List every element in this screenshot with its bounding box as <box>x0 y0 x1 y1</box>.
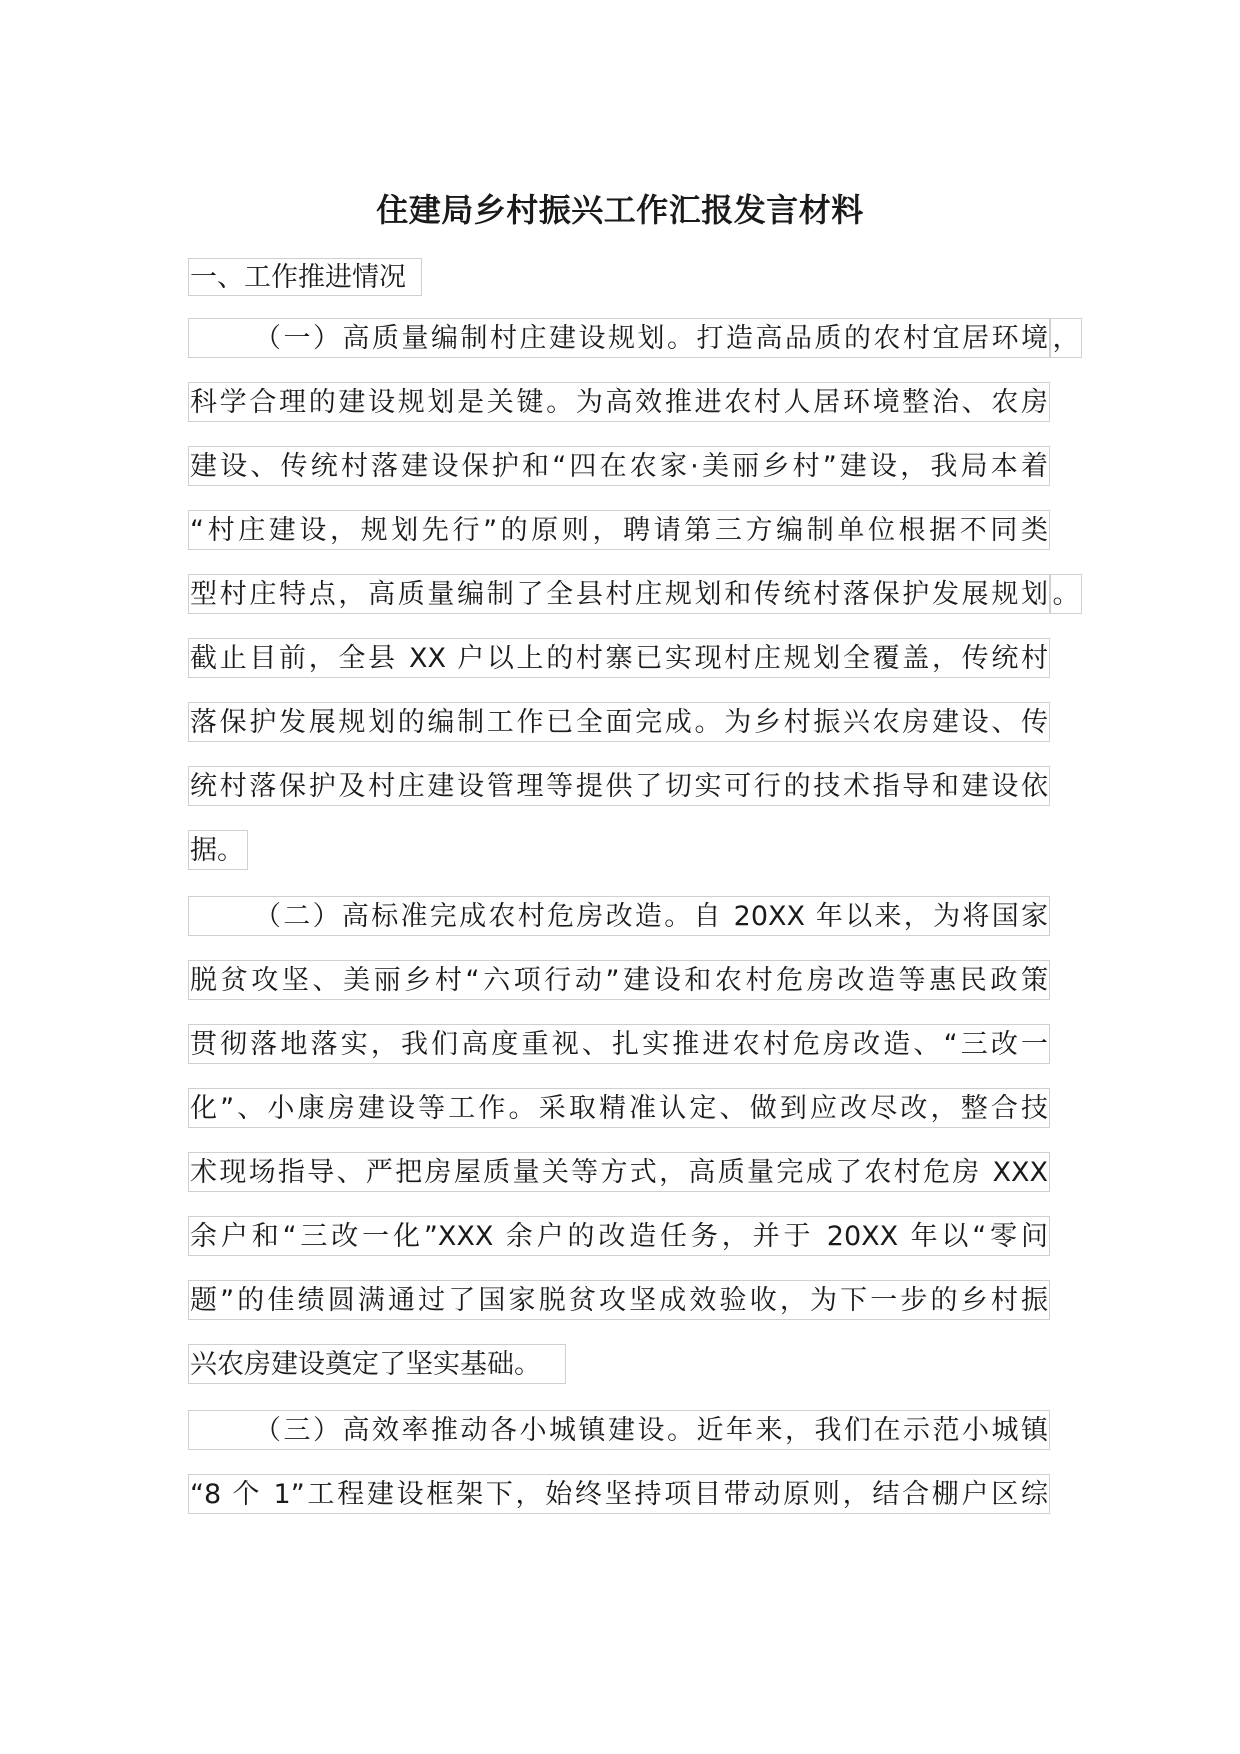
paragraph-line: “8 个 1”工程建设框架下，始终坚持项目带动原则，结合棚户区综 <box>188 1474 1050 1514</box>
document-title: 住建局乡村振兴工作汇报发言材料 <box>376 191 864 229</box>
paragraph-line: 截止目前，全县 XX 户以上的村寨已实现村庄规划全覆盖，传统村 <box>188 638 1050 678</box>
paragraph-line: 统村落保护及村庄建设管理等提供了切实可行的技术指导和建设依 <box>188 766 1050 806</box>
paragraph-line: （二）高标准完成农村危房改造。自 20XX 年以来，为将国家 <box>188 896 1050 936</box>
paragraph-line: 术现场指导、严把房屋质量关等方式，高质量完成了农村危房 XXX <box>188 1152 1050 1192</box>
paragraph-line: 题”的佳绩圆满通过了国家脱贫攻坚成效验收，为下一步的乡村振 <box>188 1280 1050 1320</box>
paragraph-line: 脱贫攻坚、美丽乡村“六项行动”建设和农村危房改造等惠民政策 <box>188 960 1050 1000</box>
paragraph-line: “村庄建设，规划先行”的原则，聘请第三方编制单位根据不同类 <box>188 510 1050 550</box>
line-tail-punctuation: ， <box>1050 318 1082 358</box>
paragraph-line: 落保护发展规划的编制工作已全面完成。为乡村振兴农房建设、传 <box>188 702 1050 742</box>
paragraph-line: 建设、传统村落建设保护和“四在农家·美丽乡村”建设，我局本着 <box>188 446 1050 486</box>
paragraph-line: 兴农房建设奠定了坚实基础。 <box>188 1344 566 1384</box>
paragraph-line: 贯彻落地落实，我们高度重视、扎实推进农村危房改造、“三改一 <box>188 1024 1050 1064</box>
paragraph-line: 型村庄特点，高质量编制了全县村庄规划和传统村落保护发展规划 <box>188 574 1050 614</box>
paragraph-line: （一）高质量编制村庄建设规划。打造高品质的农村宜居环境 <box>188 318 1050 358</box>
line-tail-punctuation: 。 <box>1050 574 1082 614</box>
paragraph-line: 余户和“三改一化”XXX 余户的改造任务，并于 20XX 年以“零问 <box>188 1216 1050 1256</box>
paragraph-line: 化”、小康房建设等工作。采取精准认定、做到应改尽改，整合技 <box>188 1088 1050 1128</box>
paragraph-line: （三）高效率推动各小城镇建设。近年来，我们在示范小城镇 <box>188 1410 1050 1450</box>
paragraph-line: 据。 <box>188 830 248 870</box>
section-heading: 一、工作推进情况 <box>188 258 422 296</box>
paragraph-line: 科学合理的建设规划是关键。为高效推进农村人居环境整治、农房 <box>188 382 1050 422</box>
